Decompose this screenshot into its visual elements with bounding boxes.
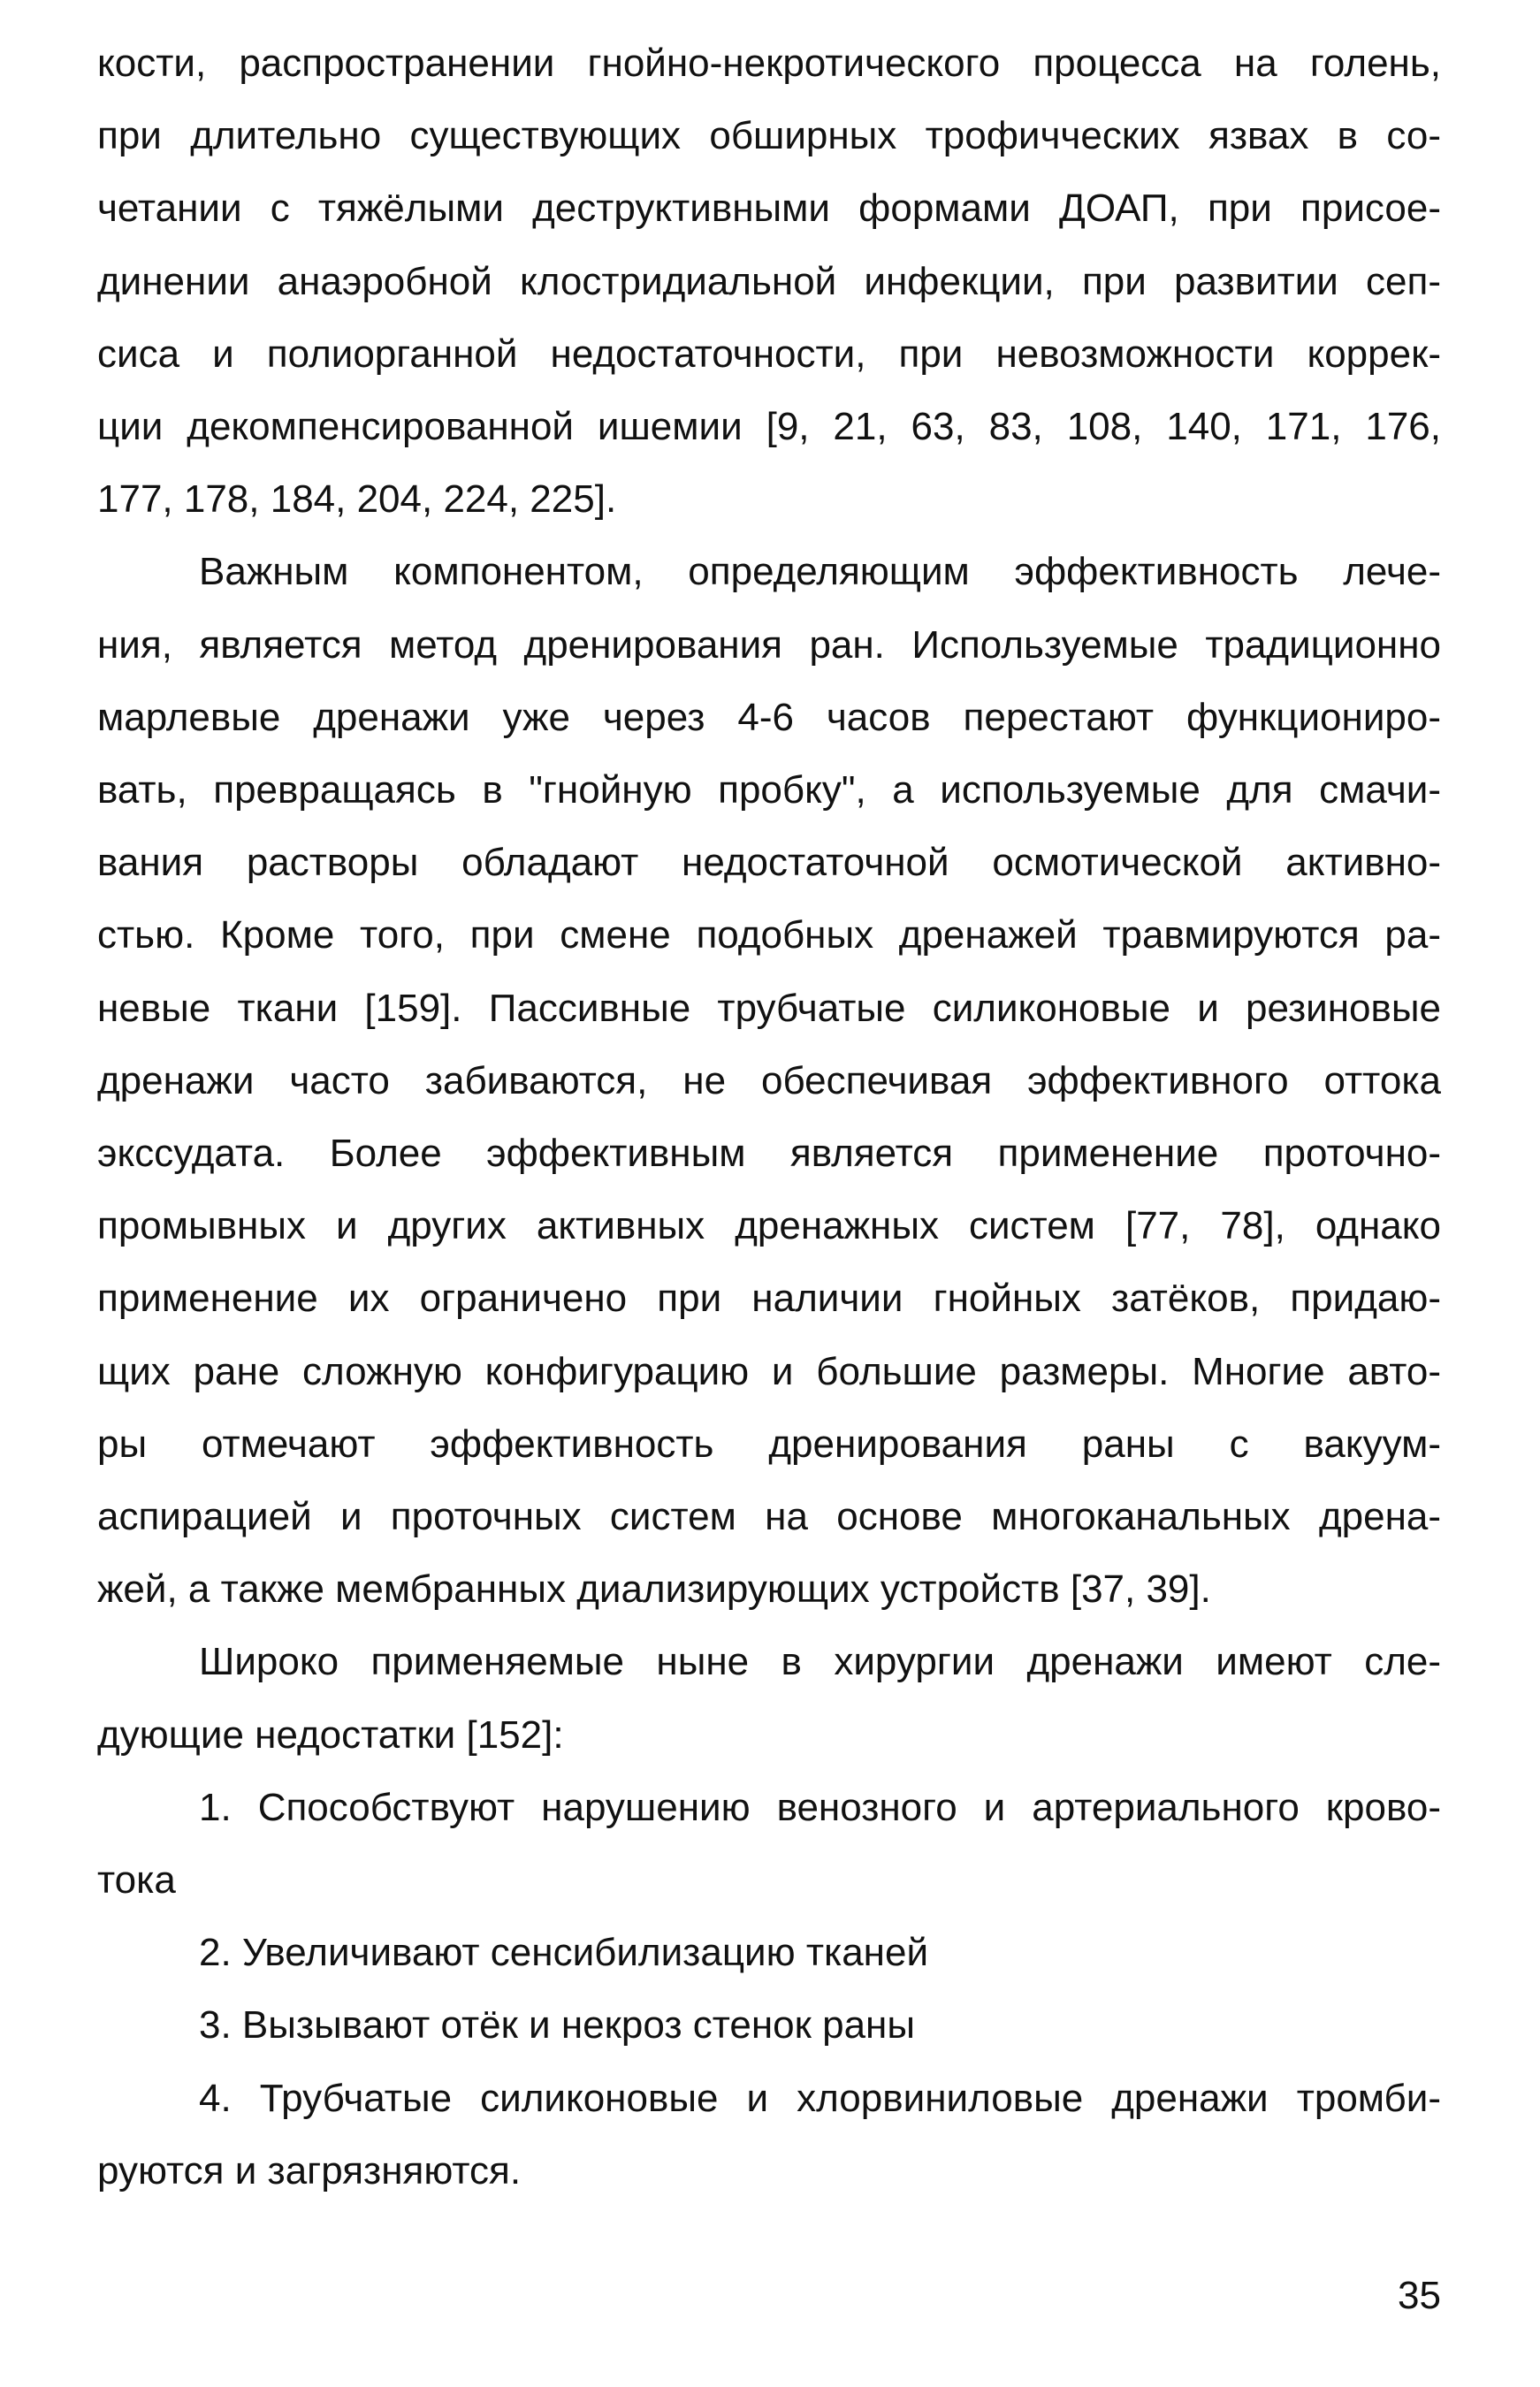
text-line: 4. Трубчатые силиконовые и хлорвиниловые дренажи тромби-	[199, 2076, 1441, 2120]
text-line: невые ткани [159]. Пассивные трубчатые силиконовые и резиновые	[97, 986, 1441, 1030]
page-number: 35	[1398, 2274, 1441, 2317]
text-line: жей, а также мембранных диализирующих устройств [37, 39].	[97, 1567, 1211, 1612]
text-line: 1. Способствуют нарушению венозного и артериального крово-	[199, 1785, 1441, 1829]
text-line: промывных и других активных дренажных систем [77, 78], однако	[97, 1204, 1441, 1248]
text-line: стью. Кроме того, при смене подобных дренажей травмируются ра-	[97, 913, 1441, 957]
text-line: при длительно существующих обширных трофичческих язвах в со-	[97, 114, 1441, 158]
text-line: ния, является метод дренирования ран. Используемые традиционно	[97, 622, 1441, 667]
text-line: экссудата. Более эффективным является применение проточно-	[97, 1132, 1441, 1175]
text-line: дренажи часто забиваются, не обеспечивая эффективного оттока	[97, 1058, 1441, 1102]
text-line: 3. Вызывают отёк и некроз стенок раны	[199, 2003, 915, 2048]
text-line: руются и загрязняются.	[97, 2148, 522, 2193]
text-line: щих ране сложную конфигурацию и большие размеры. Многие авто-	[97, 1349, 1441, 1393]
text-line: аспирацией и проточных систем на основе многоканальных дрена-	[97, 1495, 1441, 1538]
text-line: четании с тяжёлыми деструктивными формами ДОАП, при присое-	[97, 187, 1441, 231]
text-line: Широко применяемые ныне в хирургии дренажи имеют сле-	[199, 1640, 1441, 1684]
text-line: ции декомпенсированной ишемии [9, 21, 63, 83, 108, 140, 171, 176,	[97, 405, 1441, 448]
text-line: динении анаэробной клостридиальной инфекции, при развитии сеп-	[97, 259, 1441, 303]
text-line: ры отмечают эффективность дренирования раны с вакуум-	[97, 1422, 1441, 1466]
text-line: марлевые дренажи уже через 4-6 часов перестают функциониро-	[97, 695, 1441, 739]
text-line: кости, распространении гнойно-некротического процесса на голень,	[97, 42, 1441, 85]
text-line: применение их ограничено при наличии гнойных затёков, придаю-	[97, 1277, 1441, 1321]
text-line: 177, 178, 184, 204, 224, 225].	[97, 477, 617, 522]
text-line: сиса и полиорганной недостаточности, при невозможности коррек-	[97, 332, 1441, 376]
text-line: Важным компонентом, определяющим эффективность лече-	[199, 550, 1441, 594]
text-line: вать, превращаясь в "гнойную пробку", а используемые для смачи-	[97, 768, 1441, 812]
text-line: 2. Увеличивают сенсибилизацию тканей	[199, 1931, 929, 1975]
text-line: вания растворы обладают недостаточной осмотической активно-	[97, 841, 1441, 885]
text-line: тока	[97, 1858, 176, 1902]
text-line: дующие недостатки [152]:	[97, 1712, 564, 1757]
